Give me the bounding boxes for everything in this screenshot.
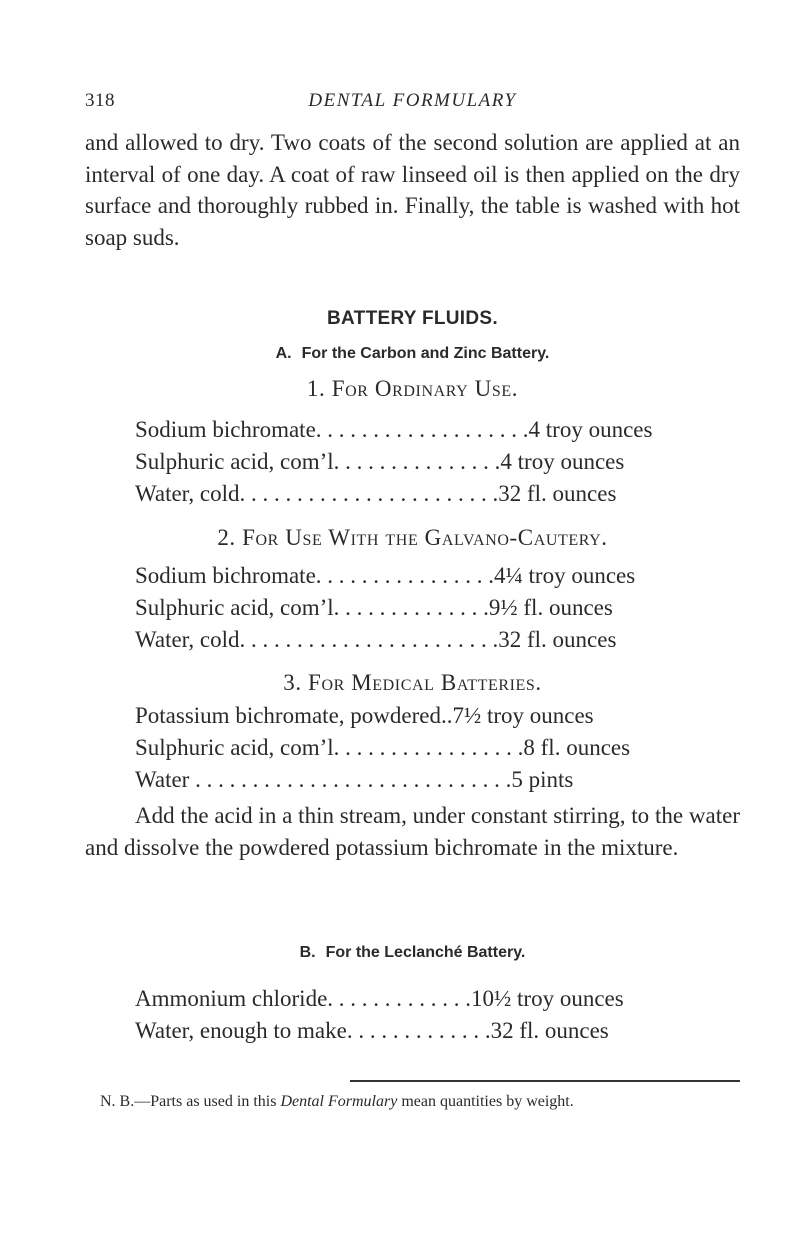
formula-row: Sulphuric acid, com’l. . . . . . . . . . . . . . . . .8 fl. ounces: [135, 735, 631, 760]
footnote-suffix: mean quantities by weight.: [397, 1093, 574, 1110]
section-title: BATTERY FLUIDS.: [327, 308, 498, 329]
formula-row: Sulphuric acid, com’l. . . . . . . . . . . . . . .4 troy ounces: [135, 449, 625, 474]
part-b-letter: B.: [299, 944, 316, 961]
formula2-title: 2. For Use With the Galvano-Cautery.: [217, 525, 608, 550]
formula-row: Water, cold. . . . . . . . . . . . . . . . . . . . . . .32 fl. ounces: [135, 481, 617, 506]
part-a-title: For the Carbon and Zinc Battery.: [301, 345, 550, 362]
part-b-title: For the Leclanché Battery.: [325, 944, 526, 961]
running-title: DENTAL FORMULARY: [308, 90, 517, 111]
formula-row: Water . . . . . . . . . . . . . . . . . . . . . . . . . . . .5 pints: [135, 767, 574, 792]
formula2-list: [135, 560, 725, 656]
formula-row: Sodium bichromate. . . . . . . . . . . . . . . . . . .4 troy ounces: [135, 417, 653, 442]
formula-row: Sodium bichromate. . . . . . . . . . . . . . . .4¼ troy ounces: [135, 563, 636, 588]
footnote-italic: Dental Formulary: [280, 1093, 398, 1110]
part-a-heading: [85, 345, 740, 363]
part-b-heading: [85, 944, 740, 962]
footnote: [85, 1092, 740, 1112]
formula4-list: [135, 983, 725, 1047]
formula-row: Potassium bichromate, powdered..7½ troy ounces: [135, 703, 594, 728]
page-number: 318: [85, 90, 115, 111]
part-a-letter: A.: [275, 345, 292, 362]
formula3-title: 3. For Medical Batteries.: [283, 670, 542, 695]
instruction-paragraph: Add the acid in a thin stream, under constant stirring, to the water and dissolve the powdered potassium bichromate in the mixture.: [85, 803, 740, 860]
formula-row: Ammonium chloride. . . . . . . . . . . . .10½ troy ounces: [135, 986, 624, 1011]
formula3-list: [135, 700, 725, 796]
formula-row: Sulphuric acid, com’l. . . . . . . . . . . . . .9½ fl. ounces: [135, 595, 613, 620]
formula-row: Water, cold. . . . . . . . . . . . . . . . . . . . . . .32 fl. ounces: [135, 627, 617, 652]
formula-row: Water, enough to make. . . . . . . . . . . . .32 fl. ounces: [135, 1018, 609, 1043]
formula1-list: [135, 414, 725, 510]
intro-paragraph: and allowed to dry. Two coats of the second solution are applied at an interval of one day. A coat of raw linseed oil is then applied on the dry surface and thoroughly rubbed in. Finally, the table is washed with hot soap suds.: [85, 130, 740, 250]
footnote-rule: [350, 1080, 740, 1082]
formula1-title: 1. For Ordinary Use.: [306, 376, 519, 401]
footnote-prefix: N. B.—Parts as used in this: [100, 1093, 281, 1110]
running-head: [85, 90, 740, 118]
